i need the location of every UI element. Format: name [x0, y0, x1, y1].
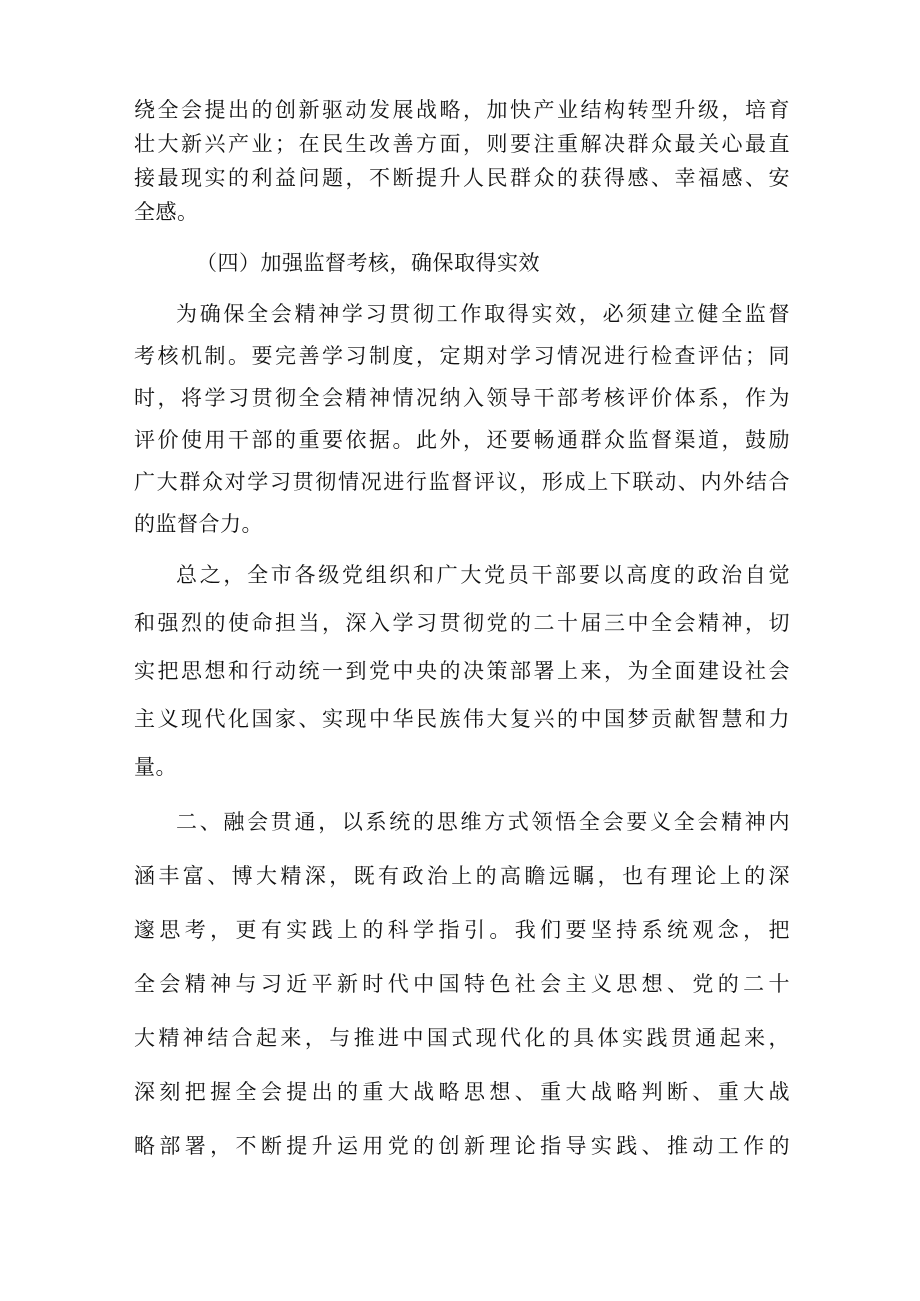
text-line: 评价使用干部的重要依据。此外，还要畅通群众监督渠道，鼓励 — [134, 428, 790, 452]
text-line: 全会精神与习近平新时代中国特色社会主义思想、党的二十 — [134, 972, 790, 996]
text-line: 略部署，不断提升运用党的创新理论指导实践、推动工作的 — [134, 1134, 790, 1158]
text-line: 实把思想和行动统一到党中央的决策部署上来，为全面建设社会 — [134, 659, 790, 683]
paragraph-3 — [134, 551, 790, 791]
text-line: 量。 — [134, 755, 177, 779]
text-line: 和强烈的使命担当，深入学习贯彻党的二十届三中全会精神，切 — [134, 611, 790, 635]
paragraph-1 — [134, 93, 790, 229]
text-line: 广大群众对学习贯彻情况进行监督评议，形成上下联动、内外结合 — [134, 470, 790, 494]
text-line: 二、融会贯通，以系统的思维方式领悟全会要义全会精神内 — [176, 810, 790, 834]
heading-text: （四）加强监督考核，确保取得实效 — [196, 251, 540, 275]
text-line: 深刻把握全会提出的重大战略思想、重大战略判断、重大战 — [134, 1080, 790, 1104]
text-line: 邃思考，更有实践上的科学指引。我们要坚持系统观念，把 — [134, 918, 790, 942]
text-line: 大精神结合起来，与推进中国式现代化的具体实践贯通起来， — [134, 1026, 790, 1050]
document-page — [134, 93, 790, 1173]
text-line: 全感。 — [134, 200, 199, 224]
text-line: 绕全会提出的创新驱动发展战略，加快产业结构转型升级，培育 — [134, 98, 790, 122]
text-line: 涵丰富、博大精深，既有政治上的高瞻远瞩，也有理论上的深 — [134, 864, 790, 888]
text-line: 接最现实的利益问题，不断提升人民群众的获得感、幸福感、安 — [134, 166, 790, 190]
text-line: 考核机制。要完善学习制度，定期对学习情况进行检查评估；同 — [134, 344, 790, 368]
paragraph-4 — [134, 795, 790, 1173]
text-line: 时，将学习贯彻全会精神情况纳入领导干部考核评价体系，作为 — [134, 386, 790, 410]
text-line: 壮大新兴产业；在民生改善方面，则要注重解决群众最关心最直 — [134, 132, 790, 156]
text-line: 为确保全会精神学习贯彻工作取得实效，必须建立健全监督 — [176, 302, 790, 326]
paragraph-2 — [134, 293, 790, 545]
section-heading-4 — [134, 243, 790, 283]
text-line: 的监督合力。 — [134, 512, 263, 536]
text-line: 总之，全市各级党组织和广大党员干部要以高度的政治自觉 — [176, 563, 790, 587]
text-line: 主义现代化国家、实现中华民族伟大复兴的中国梦贡献智慧和力 — [134, 707, 790, 731]
